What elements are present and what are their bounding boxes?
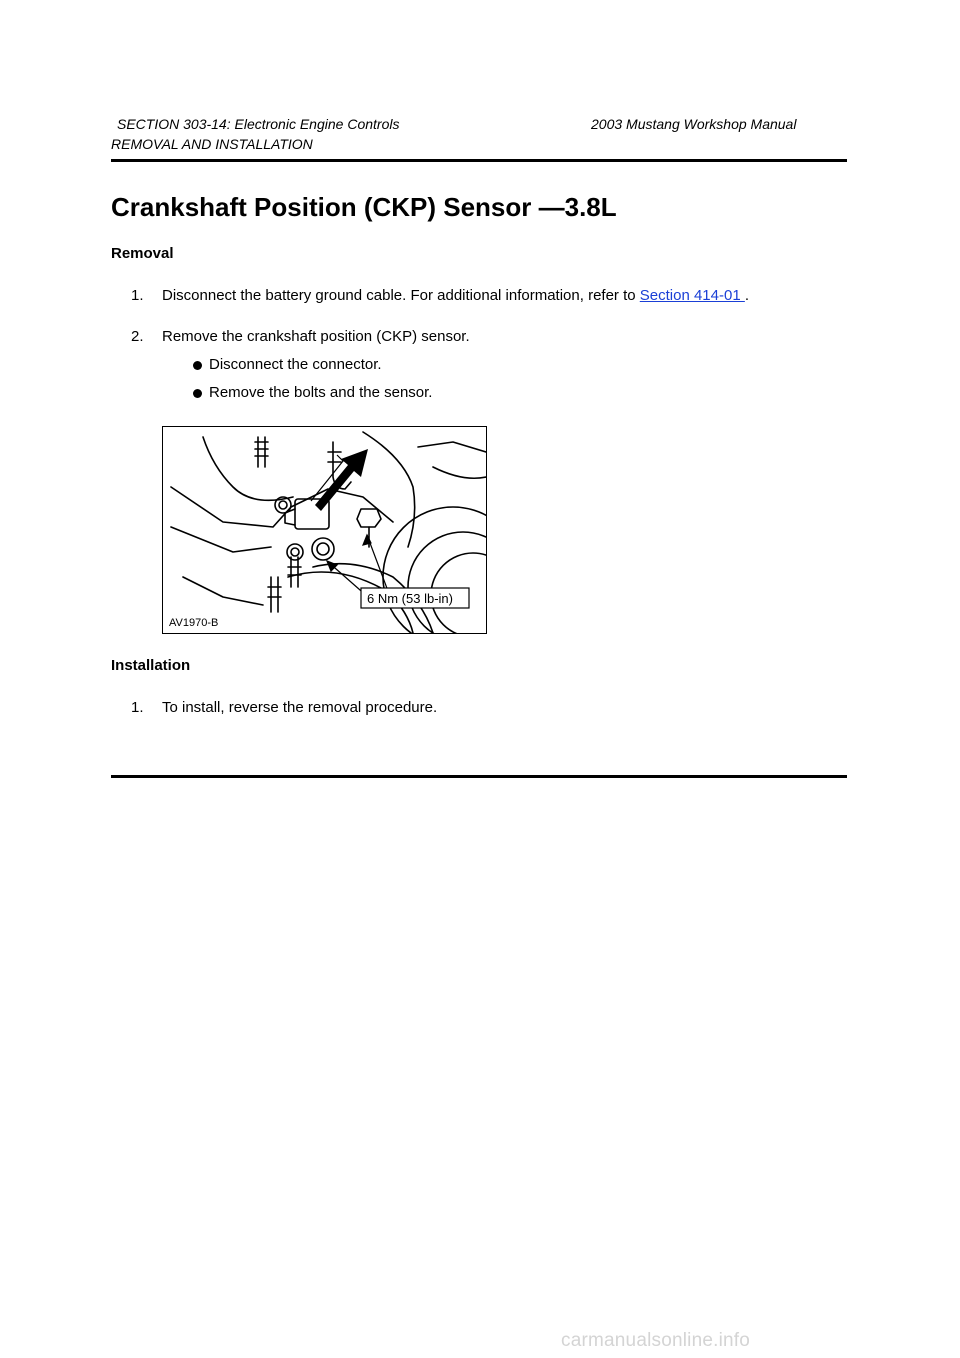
torque-label: 6 Nm (53 lb-in) xyxy=(367,591,453,606)
figure-id-label: AV1970-B xyxy=(169,617,219,629)
step-number: 1. xyxy=(131,287,144,304)
step-number: 2. xyxy=(131,328,144,345)
removal-heading: Removal xyxy=(111,245,174,262)
installation-heading: Installation xyxy=(111,657,191,674)
bottom-divider xyxy=(111,775,847,778)
step-text: To install, reverse the removal procedure. xyxy=(162,699,438,716)
step-text: Remove the crankshaft position (CKP) sensor. xyxy=(162,328,470,345)
page-title: Crankshaft Position (CKP) Sensor —3.8L xyxy=(111,192,617,222)
bullet-text: Remove the bolts and the sensor. xyxy=(209,384,433,401)
header-manual-title: 2003 Mustang Workshop Manual xyxy=(591,116,797,132)
bullet-text: Disconnect the connector. xyxy=(209,356,382,373)
bullet-icon xyxy=(193,361,202,370)
header-subsection: REMOVAL AND INSTALLATION xyxy=(111,136,313,152)
step-number: 1. xyxy=(131,699,144,716)
header-section: SECTION 303-14: Electronic Engine Controls xyxy=(117,116,400,132)
site-watermark: carmanualsonline.info xyxy=(561,1330,751,1351)
section-414-01-link[interactable]: Section 414-01 xyxy=(639,287,745,304)
bullet-icon xyxy=(193,389,202,398)
step-text: Disconnect the battery ground cable. For additional information, refer to Section 414-01 . xyxy=(162,287,750,304)
ckp-sensor-illustration xyxy=(162,426,487,634)
top-divider xyxy=(111,159,847,162)
